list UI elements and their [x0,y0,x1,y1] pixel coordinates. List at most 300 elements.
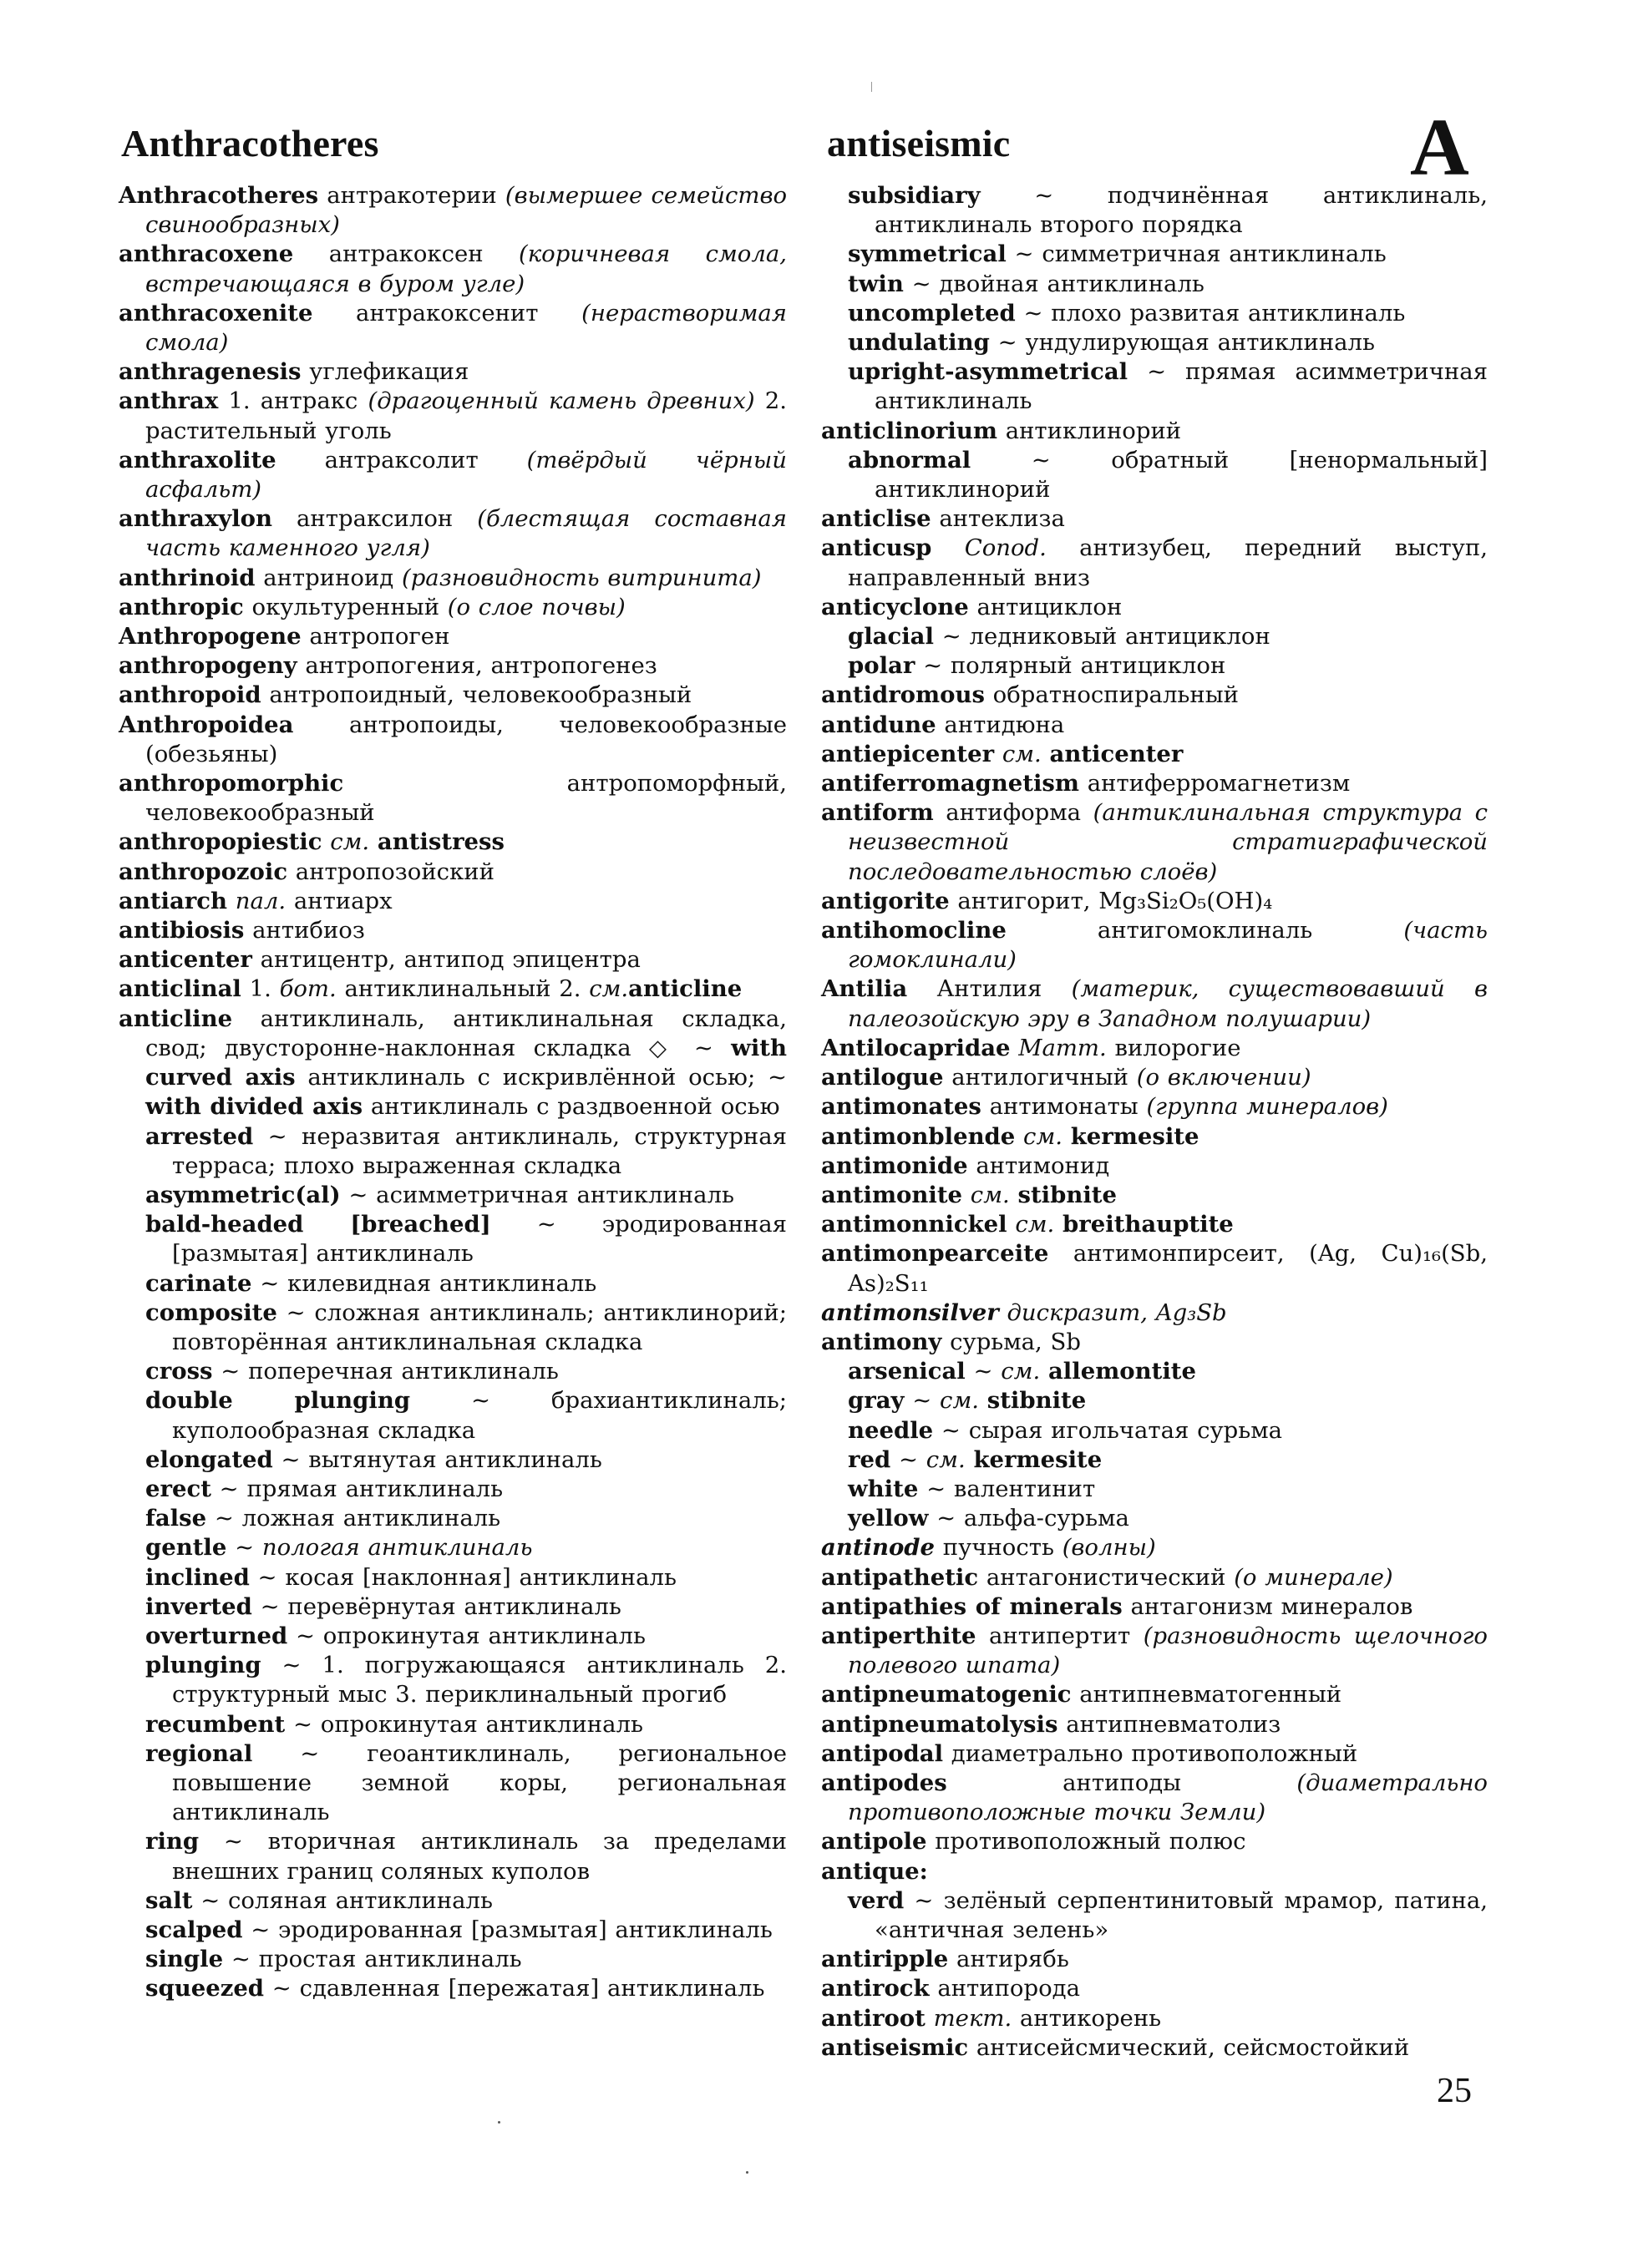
dictionary-entry [119,945,787,975]
headword: antimonates [821,1093,981,1121]
headword: single [145,1946,224,1973]
headword: elongated [145,1445,273,1473]
headword: antimony [821,1328,942,1355]
headword: carinate [145,1269,252,1297]
translation: антраксолит [276,446,527,473]
headword: Antilia [821,975,908,1003]
gloss: (диаметрально противоположные точки Земли) [848,1769,1488,1826]
headword: anthropoid [119,681,261,709]
headword: anthrax [119,387,219,415]
gloss: (твёрдый чёрный асфальт) [145,446,787,504]
translation [999,1299,1007,1326]
headword: ring [145,1828,200,1855]
gloss: (группа минералов) [1146,1093,1388,1121]
translation: 1. [241,975,280,1003]
translation: ~ [965,1358,1002,1385]
translation: антипневматолиз [1057,1710,1281,1738]
translation: ~ прямая антиклиналь [210,1475,504,1502]
dictionary-entry [119,858,787,887]
sub-entry [821,181,1488,240]
sub-entry [821,328,1488,357]
headword: antipodes [821,1769,947,1796]
print-speck [498,2121,500,2124]
translation: антицентр, антипод эпицентра [251,946,641,974]
headword: composite [145,1299,277,1326]
gloss: дискразит, Ag₃Sb [1007,1299,1227,1326]
headword: antigorite [821,887,950,914]
dictionary-entry [821,417,1488,446]
dictionary-entry [821,1592,1488,1622]
headword: Anthropogene [119,623,302,651]
gloss: (о включении) [1136,1064,1311,1091]
sub-entry [821,357,1488,416]
sub-entry [119,1945,787,1974]
translation: ~ обратный [ненормальный] антиклинорий [875,446,1488,504]
headword: anthraxolite [119,446,276,473]
headword: undulating [848,329,990,357]
translation: ~ двойная антиклиналь [903,270,1205,297]
headword: recumbent [145,1710,286,1738]
sub-entry [821,270,1488,299]
dictionary-entry [821,1739,1488,1769]
translation: антиподы [946,1769,1297,1796]
translation: антиклинальный 2. [336,975,590,1003]
translation: диаметрально противоположный [943,1739,1358,1767]
translation: сурьма, Sb [941,1328,1081,1355]
headword: anthracoxenite [119,299,313,327]
headword: false [145,1505,207,1532]
translation: ~ неразвитая антиклиналь, структурная терраса; плохо выраженная складка [172,1122,787,1179]
translation [1007,1211,1016,1238]
gloss: (разновидность витринита) [401,564,762,591]
sub-entry [821,1475,1488,1504]
headword: antiroot [821,2004,926,2032]
sub-entry [119,1592,787,1622]
gloss: (о минерале) [1234,1563,1393,1591]
headword: gray [848,1387,905,1415]
gloss: см. [1023,1122,1063,1150]
dictionary-entry [119,504,787,563]
dictionary-entry [119,887,787,916]
headword: anthropogeny [119,652,297,680]
sub-entry [119,1357,787,1386]
headword: upright-asymmetrical [848,358,1128,386]
cross-reference: allemontite [1047,1358,1196,1385]
sub-entry [119,1386,787,1445]
dictionary-entry [821,975,1488,1033]
headword: antiarch [119,887,228,914]
headword: anticlinal [119,975,241,1003]
headword: polar [848,652,915,680]
translation: ~ [226,1534,262,1562]
dictionary-entry [821,1092,1488,1121]
headword: antirock [821,1975,930,2002]
translation: антропоморфный, человекообразный [145,770,787,827]
translation: ~ перевёрнутая антиклиналь [251,1592,621,1620]
dictionary-entry [821,740,1488,769]
sub-entry [119,1563,787,1592]
left-column [119,181,787,2004]
translation: ~ вытянутая антиклиналь [272,1445,602,1473]
translation [1054,1211,1063,1238]
headword: antidune [821,711,936,738]
dictionary-entry [821,593,1488,622]
translation: антипертит [976,1622,1144,1649]
cross-reference: with curved axis [145,1034,787,1091]
sub-entry [119,1533,787,1562]
headword: abnormal [848,446,971,473]
gloss: (волны) [1062,1534,1156,1562]
dictionary-entry [821,1239,1488,1298]
dictionary-entry [119,446,787,504]
translation: ~ эродированная [размытая] антиклиналь [242,1916,773,1943]
headword: subsidiary [848,182,981,209]
sub-entry [119,1916,787,1945]
dictionary-entry [119,681,787,710]
headword: gentle [145,1534,227,1562]
headword: needle [848,1416,934,1444]
translation: антиклиналь, антиклинальная складка, свод; двусторонне-наклонная складка ◇ ~ [145,1005,787,1061]
dictionary-entry [119,916,787,945]
headword: bald-headed [breached] [145,1211,491,1238]
translation: антракотерии [318,182,505,209]
translation [1040,1358,1048,1385]
translation: антигомоклиналь [1006,917,1404,944]
translation: антирябь [948,1946,1069,1973]
gloss: см. [1001,1358,1041,1385]
sub-entry [821,1416,1488,1445]
translation: ~ прямая асимметричная антиклиналь [875,358,1488,415]
dictionary-entry [821,711,1488,740]
translation: ~ геоантиклиналь, региональное повышение земной коры, региональная антиклиналь [172,1739,787,1826]
gloss: см. [926,1445,966,1473]
sub-entry [119,1827,787,1886]
dictionary-entry [821,1063,1488,1092]
translation [322,828,330,855]
cross-reference: anticline [628,975,743,1003]
dictionary-entry [119,711,787,769]
sub-entry [821,1504,1488,1533]
translation [962,1182,971,1208]
translation: антиарх [286,887,393,914]
headword: antibiosis [119,917,245,944]
page-number: 25 [1437,2072,1472,2110]
translation: антимонаты [981,1093,1147,1121]
translation: ~ вторичная антиклиналь за пределами внешних границ соляных куполов [172,1828,787,1885]
translation: ~ опрокинутая антиклиналь [287,1622,646,1649]
cross-reference: stibnite [1017,1181,1117,1208]
dictionary-entry [821,1210,1488,1239]
translation: обратноспиральный [984,681,1239,709]
translation [1010,1182,1018,1208]
headword: anticusp [821,534,932,562]
translation: антициклон [968,593,1123,620]
dictionary-entry [119,651,787,681]
gloss: см. [970,1181,1010,1208]
cross-reference: antistress [377,828,505,856]
translation: ~ сырая игольчатая сурьма [933,1416,1283,1444]
translation: ~ килевидная антиклиналь [251,1269,597,1297]
headword: antimonnickel [821,1211,1007,1238]
translation: антиклиналь с искривлённой осью; ~ [295,1064,787,1091]
cross-reference: anticenter [1049,740,1184,767]
dictionary-entry [119,769,787,828]
gloss: (антиклинальная структура с неизвестной стратиграфической последовательностью слоёв) [848,799,1488,885]
headword: antimonite [821,1181,963,1208]
translation: антиклинорий [997,417,1182,444]
headword: antimonide [821,1152,968,1179]
running-head-right: antiseismic [827,122,1011,165]
headword: antipathies of minerals [821,1592,1123,1620]
sub-entry [119,1210,787,1268]
translation: антигорит, Mg₃Si₂O₅(OH)₄ [949,887,1273,914]
gloss: (блестящая составная часть каменного угля) [145,505,787,562]
translation: ~ плохо развитая антиклиналь [1015,299,1406,327]
sub-entry [821,1886,1488,1945]
headword: antiepicenter [821,740,995,767]
dictionary-entry [821,1857,1488,1886]
translation: противоположный полюс [926,1828,1246,1855]
sub-entry [119,1739,787,1828]
sub-entry [119,1504,787,1533]
dictionary-entry [119,387,787,445]
sub-entry [119,1445,787,1475]
headword: glacial [848,623,934,651]
headword: antiripple [821,1946,949,1973]
translation: антиклиналь с раздвоенной осью [363,1093,780,1121]
headword: antilogue [821,1064,944,1091]
headword: regional [145,1739,253,1767]
running-head-left: Anthracotheres [121,122,379,165]
sub-entry [119,1299,787,1357]
headword: white [848,1475,919,1502]
cross-reference: breithauptite [1063,1211,1234,1238]
translation [1011,1035,1019,1061]
sub-entry [821,446,1488,504]
gloss: (нерастворимая смола) [145,299,787,357]
translation: окультуренный [243,593,448,620]
dictionary-entry [821,1974,1488,2003]
dictionary-entry [821,798,1488,887]
sub-entry [119,1475,787,1504]
gloss: (драгоценный камень древних) [368,387,755,415]
gloss: см. [330,828,370,856]
headword: antipodal [821,1739,944,1767]
dictionary-entry [821,1533,1488,1562]
translation: ~ полярный антициклон [915,652,1226,680]
translation: ~ эродированная [размытая] антиклиналь [172,1211,787,1268]
dictionary-entry [119,828,787,857]
translation: ~ [890,1445,926,1473]
sub-entry [821,651,1488,681]
headword: anthropomorphic [119,770,344,797]
gloss: (вымершее семейство свинообразных) [145,182,788,239]
translation: ~ валентинит [918,1475,1096,1502]
headword: Antilocapridae [821,1034,1011,1061]
gloss: пал. [235,887,287,914]
translation: антракоксен [293,240,520,268]
dictionary-entry [821,769,1488,798]
sub-entry [821,299,1488,328]
dictionary-entry [821,1122,1488,1152]
dictionary-entry [119,299,787,357]
dictionary-entry [821,1680,1488,1709]
dictionary-entry [821,534,1488,592]
headword: double plunging [145,1387,411,1415]
translation [966,1446,974,1473]
headword: antiseismic [821,2033,969,2061]
dictionary-entry [119,1005,787,1122]
gloss: (о слое почвы) [447,593,626,620]
headword: plunging [145,1652,261,1679]
translation: ~ ундулирующая антиклиналь [989,329,1376,357]
headword: antiferromagnetism [821,770,1079,797]
translation [926,2005,934,2032]
dictionary-entry [821,1563,1488,1592]
translation: ~ ложная антиклиналь [206,1505,501,1532]
translation: ~ простая антиклиналь [223,1946,522,1973]
translation [1015,1123,1023,1150]
headword: antiperthite [821,1622,976,1649]
translation: антагонизм минералов [1122,1592,1413,1620]
translation: антиформа [933,799,1093,827]
dictionary-entry [119,622,787,651]
dictionary-entry [821,1945,1488,1974]
headword: symmetrical [848,240,1007,268]
translation [979,1387,987,1414]
right-column [821,181,1488,2063]
headword: anthragenesis [119,358,302,386]
translation [1063,1123,1071,1150]
translation [931,534,964,561]
headword: antiform [821,799,934,827]
sub-entry [821,1445,1488,1475]
gloss: см. [1015,1211,1055,1238]
translation: антиферромагнетизм [1078,770,1351,797]
headword: antimonblende [821,1122,1016,1150]
headword: anticenter [119,946,252,974]
translation: антриноид [255,564,402,591]
dictionary-entry [821,1152,1488,1181]
gloss: см. [1002,740,1042,767]
translation: антраксилон [271,505,478,533]
translation: антропогения, антропогенез [297,652,657,680]
headword: antihomocline [821,917,1007,944]
translation: антидюна [936,711,1065,738]
translation: ~ симметричная антиклиналь [1006,240,1387,268]
headword: overturned [145,1622,288,1649]
translation: антипневматогенный [1071,1681,1342,1709]
headword: antipneumatogenic [821,1681,1072,1709]
gloss: см. [589,975,629,1003]
gloss: Mamm. [1018,1034,1107,1061]
translation: антимонид [967,1152,1110,1179]
translation: 2. растительный уголь [145,387,787,444]
dictionary-entry [821,1299,1488,1328]
translation: 1. антракс [218,387,368,415]
headword: Anthropoidea [119,711,294,738]
headword: yellow [848,1505,929,1532]
sub-entry [821,1357,1488,1386]
translation: ~ 1. погружающаяся антиклиналь 2. структурный мыс 3. периклинальный прогиб [172,1652,787,1709]
translation: антропоген [301,623,450,651]
headword: anthraxylon [119,505,272,533]
gloss: (коричневая смола, встречающаяся в буром угле) [145,240,787,297]
gloss: (часть гомоклинали) [848,917,1488,974]
dictionary-entry [821,2004,1488,2033]
dictionary-entry [821,1034,1488,1063]
sub-entry [119,1974,787,2003]
translation: углефикация [301,358,469,386]
headword: Anthracotheres [119,182,319,209]
sub-entry [821,1386,1488,1415]
dictionary-entry [119,240,787,298]
headword: erect [145,1475,211,1502]
headword: squeezed [145,1975,265,2002]
section-letter: A [1410,103,1469,193]
headword: antique: [821,1857,928,1885]
headword: anticlinorium [821,417,997,444]
translation [994,741,1002,767]
gloss: (материк, существовавший в палеозойскую эру в Западном полушарии) [848,975,1488,1032]
translation: ~ поперечная антиклиналь [212,1358,559,1385]
headword: antinode [821,1534,936,1562]
headword: salt [145,1886,193,1914]
dictionary-entry [821,916,1488,975]
translation: ~ косая [наклонная] антиклиналь [249,1563,677,1591]
dictionary-entry [119,975,787,1004]
headword: inclined [145,1563,250,1591]
cross-reference: stibnite [986,1387,1087,1415]
dictionary-entry [821,1181,1488,1210]
gloss: (разновидность щелочного полевого шпата) [848,1622,1488,1679]
headword: verd [848,1886,905,1914]
translation: ~ асимметричная антиклиналь [340,1181,734,1208]
print-speck [746,2171,748,2174]
translation: ~ зелёный серпентинитовый мрамор, патина, «античная зелень» [875,1886,1488,1943]
dictionary-entry [821,1622,1488,1680]
gloss: тект. [933,2004,1012,2032]
headword: anthropic [119,593,244,620]
dictionary-entry [119,357,787,387]
headword: scalped [145,1916,243,1943]
dictionary-entry [821,681,1488,710]
sub-entry [119,1622,787,1651]
translation: ~ [904,1387,941,1415]
headword: cross [145,1358,213,1385]
sub-entry [119,1710,787,1739]
headword: antipathetic [821,1563,979,1591]
translation: пучность [935,1534,1063,1562]
dictionary-entry [821,1769,1488,1827]
headword: twin [848,270,904,297]
translation [1042,741,1050,767]
translation: ~ опрокинутая антиклиналь [285,1710,643,1738]
gloss: пологая антиклиналь [261,1534,533,1562]
cross-reference: kermesite [1070,1122,1199,1150]
headword: anticlise [821,505,931,533]
cross-reference: kermesite [973,1445,1103,1473]
sub-entry [119,1651,787,1709]
translation: ~ соляная антиклиналь [192,1886,493,1914]
headword: antipneumatolysis [821,1710,1058,1738]
headword: antimonsilver [821,1299,999,1326]
headword: antimonpearceite [821,1240,1049,1268]
dictionary-entry [119,181,787,240]
headword: inverted [145,1592,252,1620]
headword: red [848,1445,891,1473]
sub-entry [119,1122,787,1181]
